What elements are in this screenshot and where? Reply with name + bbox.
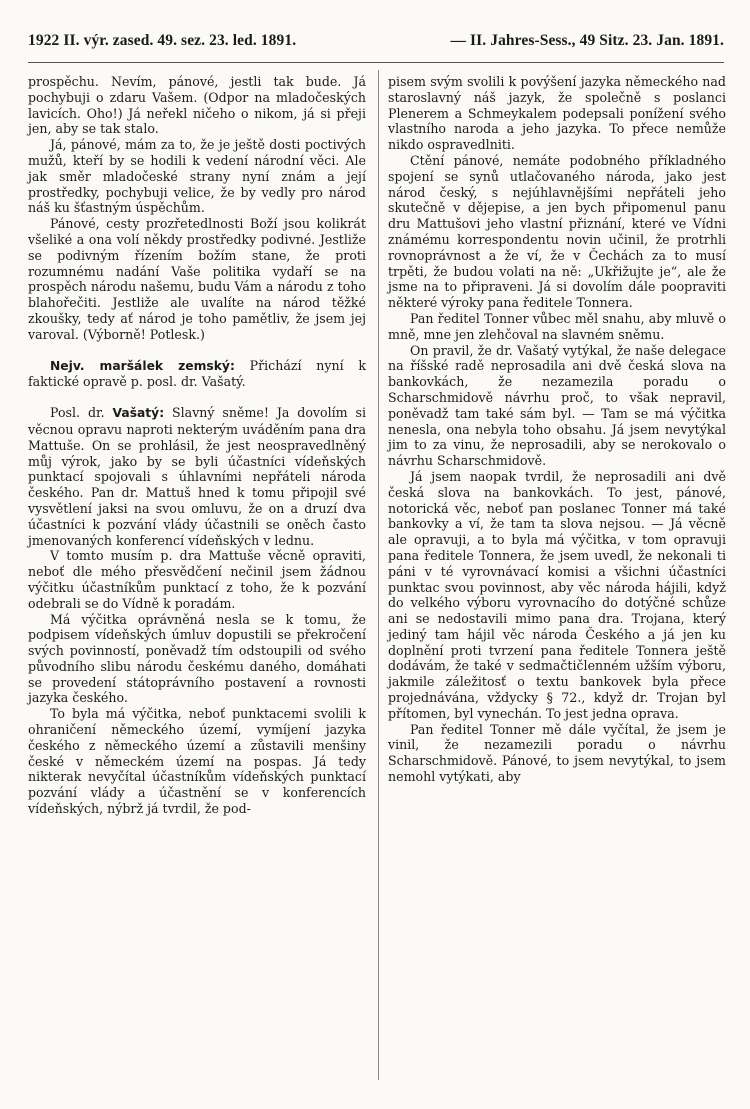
paragraph: Pan ředitel Tonner vůbec měl snahu, aby mluvě o mně, mne jen zlehčoval na slavném sněmu.	[388, 310, 726, 342]
speaker-name: Vašatý:	[112, 406, 165, 421]
paragraph: pisem svým svolili k povýšení jazyka německého nad staroslavný náš jazyk, že společně s poslanci Plenerem a Schmeykalem podepsali ponížení svého vlastního naroda a jeho jazyka. To přece nemůže nikdo ospravedlniti.	[388, 74, 726, 153]
paragraph: On pravil, že dr. Vašatý vytýkal, že naše delegace na říšské radě neprosadila ani dvě česká slova na bankovkách, že nezamezila poradu o Scharschmidově návrhu proč, to však nepravil, poněvadž tam také sám byl. — Tam se má výčitka nenesla, ona nebyla toho obsahu. Já jsem nevytýkal jim to za vinu, že neprosadili, aby se nerokovalo o návrhu Scharschmidově.	[388, 342, 726, 469]
speaker-name: Nejv. maršálek zemský:	[50, 358, 235, 373]
header-german: — II. Jahres-Sess., 49 Sitz. 23. Jan. 1891.	[450, 32, 724, 49]
paragraph: V tomto musím p. dra Mattuše věcně opraviti, neboť dle mého přesvědčení nečinil jsem žádnou výčitku účastníkům punktací z toho, že k pozvání odebrali se do Vídně k poradám.	[28, 548, 366, 611]
header-rule	[28, 62, 724, 63]
speaker-paragraph	[28, 358, 366, 391]
paragraph: Já, pánové, mám za to, že je ještě dosti poctivých mužů, kteří by se hodili k vedení národní věci. Ale jak směr mladočeské strany nyní znám a její prostředky, pochybuji velice, že by vedly pro národ náš ku šťastným úspěchům.	[28, 137, 366, 216]
paragraph: Má výčitka oprávněná nesla se k tomu, že podpisem vídeňských úmluv dopustili se překročení svých povinností, poněvadž tím odstoupili od svého původního slibu národu českému daného, domáhati se provedení státoprávního postavení a rovnosti jazyka českého.	[28, 611, 366, 706]
speaker-title: Posl. dr.	[50, 405, 113, 421]
paragraph: To byla má výčitka, neboť punktacemi svolili k ohraničení německého území, vymíjení jazyka českého z německého území a zůstavili menšiny české v německém území na pospas. Já tedy nikterak nevyčítal účastníkům vídeňských punktací pozvání vlády a účastnění se v konferencích vídeňských, nýbrž já tvrdil, že pod-	[28, 706, 366, 817]
paragraph: Já jsem naopak tvrdil, že neprosadili ani dvě česká slova na bankovkách. To jest, pánové, notorická věc, neboť pan poslanec Tonner má také bankovky a ví, že tam ta slova nejsou. — Já věcně ale opravuji, a to byla má výčitka, v tom opravuji pana ředitele Tonnera, že jsem uvedl, že nekonali ti páni v té vyrovnávací komisi a všichni účastníci punktac svou povinnost, aby věc národa hájili, když do velkého výboru vyrovnacího do dotýčné schůze ani se nedostavili mimo pana dra. Trojana, který jediný tam hájil věc národa Českého a já jen ku doplnění proti tvrzení pana ředitele Tonnera ještě dodávám, že také v sedmačtičlenném užším výboru, jakmile záležitosť o textu bankovek byla přece projednávána, vždycky § 72., když dr. Trojan byl přítomen, byl vynechán. To jest jedna oprava.	[388, 468, 726, 721]
paragraph: prospěchu. Nevím, pánové, jestli tak bude. Já pochybuji o zdaru Vašem. (Odpor na mladočeských lavicích. Oho!) Já neřekl ničeho o nikom, já si přeji jen, aby se tak stalo.	[28, 74, 366, 137]
paragraph: Ctění pánové, nemáte podobného příkladného spojení se synů utlačovaného národa, jako jest národ český, s nejúhlavnějšími nepřáteli jeho skutečně v dějepise, a jen bych připomenul panu dru Mattušovi jeho vlastní přiznání, které ve Vídni známému korrespondentu novin učinil, že protrhli rovnoprávnost a že ví, že v Čechách za to musí trpěti, že budou volati na ně: „Ukřižujte je“, ale že jsme na to připraveni. Já si dovolím dále poopraviti některé výroky pana ředitele Tonnera.	[388, 152, 726, 311]
paragraph: Pan ředitel Tonner mě dále vyčítal, že jsem je vinil, že nezamezili poradu o návrhu Scharschmidově. Pánové, to jsem nevytýkal, to jsem nemohl vytýkati, aby	[388, 721, 726, 785]
running-header	[28, 32, 724, 58]
column-divider	[378, 70, 379, 1080]
left-column	[28, 74, 366, 817]
header-czech: 1922 II. výr. zased. 49. sez. 23. led. 1891.	[28, 32, 297, 49]
paragraph: Pánové, cesty prozřetedlnosti Boží jsou kolikrát všeliké a ona volí někdy prostředky podivné. Jestliže se podivným řízením božím stane, že proti rozumnému nadání Vaše politika vydaří se na prospěch národu našemu, budu Vám a národu z toho blahořečiti. Jestliže ale uvalíte na národ těžké zkoušky, tedy ať národ je toho pamětliv, že jsem jej varoval. (Výborně! Potlesk.)	[28, 216, 366, 342]
speech-text: Slavný sněme! Ja dovolím si věcnou opravu naproti nekterým uváděním pana dra Mattuše. On se prohlásil, že jest neospravedlněný můj výrok, jako by se byli účastníci vídeňských punktací spojovali s úhlavními nepřáteli národa českého. Pan dr. Mattuš hned k tomu připojil své vysvětlení jaksi na svou omluvu, že on a druzí dva účastníci k pozvání vlády účastnili se oněch často jmenovaných konferencí vídeňských v lednu.	[28, 405, 366, 548]
right-column	[388, 74, 726, 785]
speaker-paragraph	[28, 405, 366, 548]
speech-text: Přichází nyní k faktické opravě p. posl. dr. Vašatý.	[28, 357, 366, 390]
